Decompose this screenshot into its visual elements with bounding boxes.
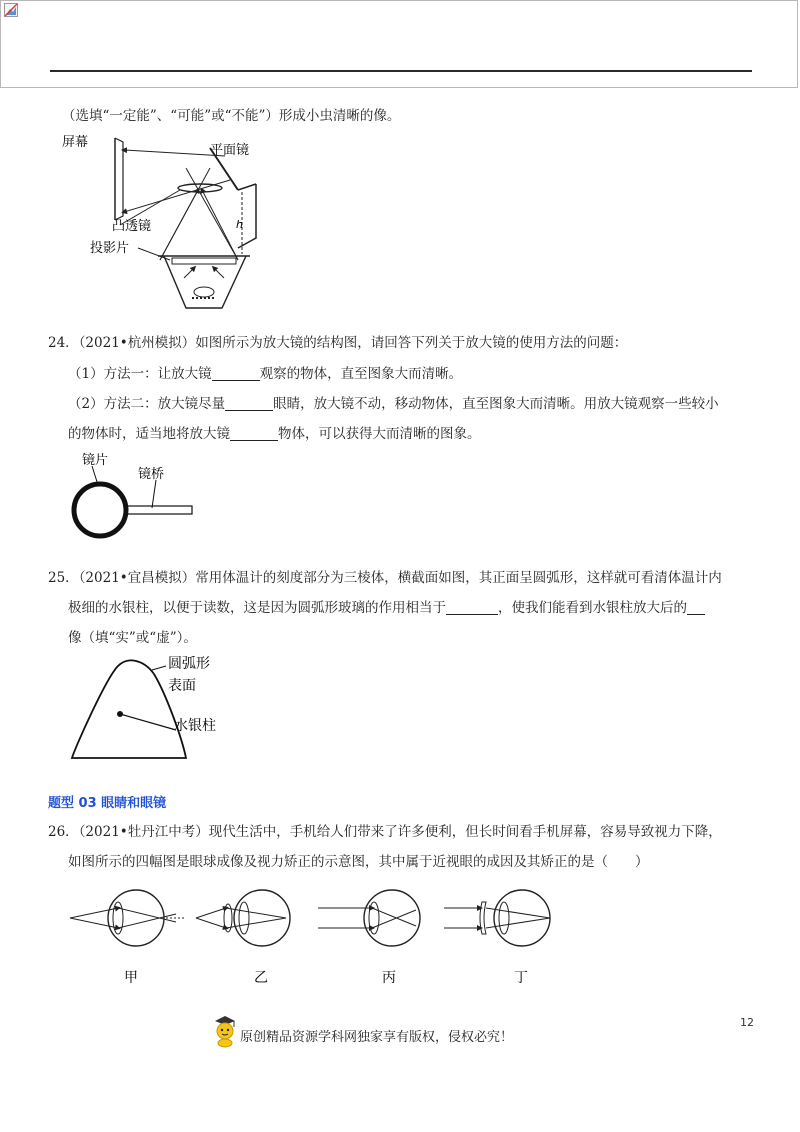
label-jia: 甲 [124, 970, 138, 986]
q24-blank-3[interactable] [230, 426, 278, 441]
page-header [0, 0, 798, 88]
eye-diagrams-figure [66, 880, 556, 990]
thermometer-section-figure [62, 654, 232, 768]
q24-stem: 24．（2021•杭州模拟）如图所示为放大镜的结构图，请回答下列关于放大镜的使用方法的问题： [48, 335, 628, 351]
height-label: h [236, 218, 243, 231]
magnifier-figure [60, 452, 200, 542]
eye-diagram-bing [318, 890, 420, 986]
q24-part1: （1）方法一：让放大镜 观察的物体，直至图象大而清晰。 [68, 366, 463, 382]
lens-label: 凸透镜 [112, 219, 152, 234]
q24-part3: 的物体时，适当地将放大镜 物体，可以获得大而清晰的图象。 [68, 426, 481, 442]
arc-surface-label-2: 表面 [168, 678, 196, 694]
slide-label: 投影片 [90, 241, 130, 256]
q25-line1: 25．（2021•宜昌模拟）常用体温计的刻度部分为三棱体，横截面如图，其正面呈圆弧形，这样就可看清体温计内 [48, 570, 722, 586]
q25-line3: 像（填“实”或“虚”）。 [68, 630, 197, 646]
q25-blank-1[interactable] [446, 600, 498, 615]
q25-line2: 极细的水银柱，以便于读数，这是因为圆弧形玻璃的作用相当于 ，使我们能看到水银柱放大后的 [68, 598, 705, 618]
page-number: 12 [740, 1016, 754, 1029]
screen-label: 屏幕 [62, 135, 89, 150]
eye-diagram-ding [444, 890, 550, 986]
section-title: 题型 03 眼睛和眼镜 [48, 796, 167, 811]
eye-diagram-yi [196, 890, 290, 986]
copyright-text: 原创精品资源学科网独家享有版权，侵权必究！ [240, 1030, 514, 1045]
mercury-column-label: 水银柱 [174, 718, 216, 734]
q23-tail-text: （选填“一定能”、“可能”或“不能”）形成小虫清晰的像。 [62, 108, 401, 124]
header-rule [50, 70, 752, 72]
mirror-label: 平面镜 [210, 143, 250, 158]
arc-surface-label-1: 圆弧形 [168, 656, 210, 672]
eye-diagram-jia [70, 890, 184, 986]
projector-figure [60, 128, 280, 324]
lens-label: 镜片 [82, 453, 109, 468]
q26-line1: 26．（2021•牡丹江中考）现代生活中，手机给人们带来了许多便利，但长时间看手机屏幕，容易导致视力下降， [48, 824, 722, 840]
label-yi: 乙 [254, 970, 268, 986]
mascot-icon [212, 1014, 238, 1048]
q25-blank-2[interactable] [687, 600, 705, 615]
q24-blank-2[interactable] [225, 396, 273, 411]
q24-part2: （2）方法二：放大镜尽量 眼睛，放大镜不动，移动物体，直至图象大而清晰。用放大镜观察一些较小 [68, 396, 719, 412]
label-ding: 丁 [514, 970, 528, 986]
bridge-label: 镜桥 [138, 467, 165, 482]
broken-image-icon [4, 3, 18, 17]
q24-blank-1[interactable] [212, 366, 260, 381]
label-bing: 丙 [382, 970, 396, 986]
q26-line2: 如图所示的四幅图是眼球成像及视力矫正的示意图，其中属于近视眼的成因及其矫正的是（ ） [68, 854, 649, 870]
